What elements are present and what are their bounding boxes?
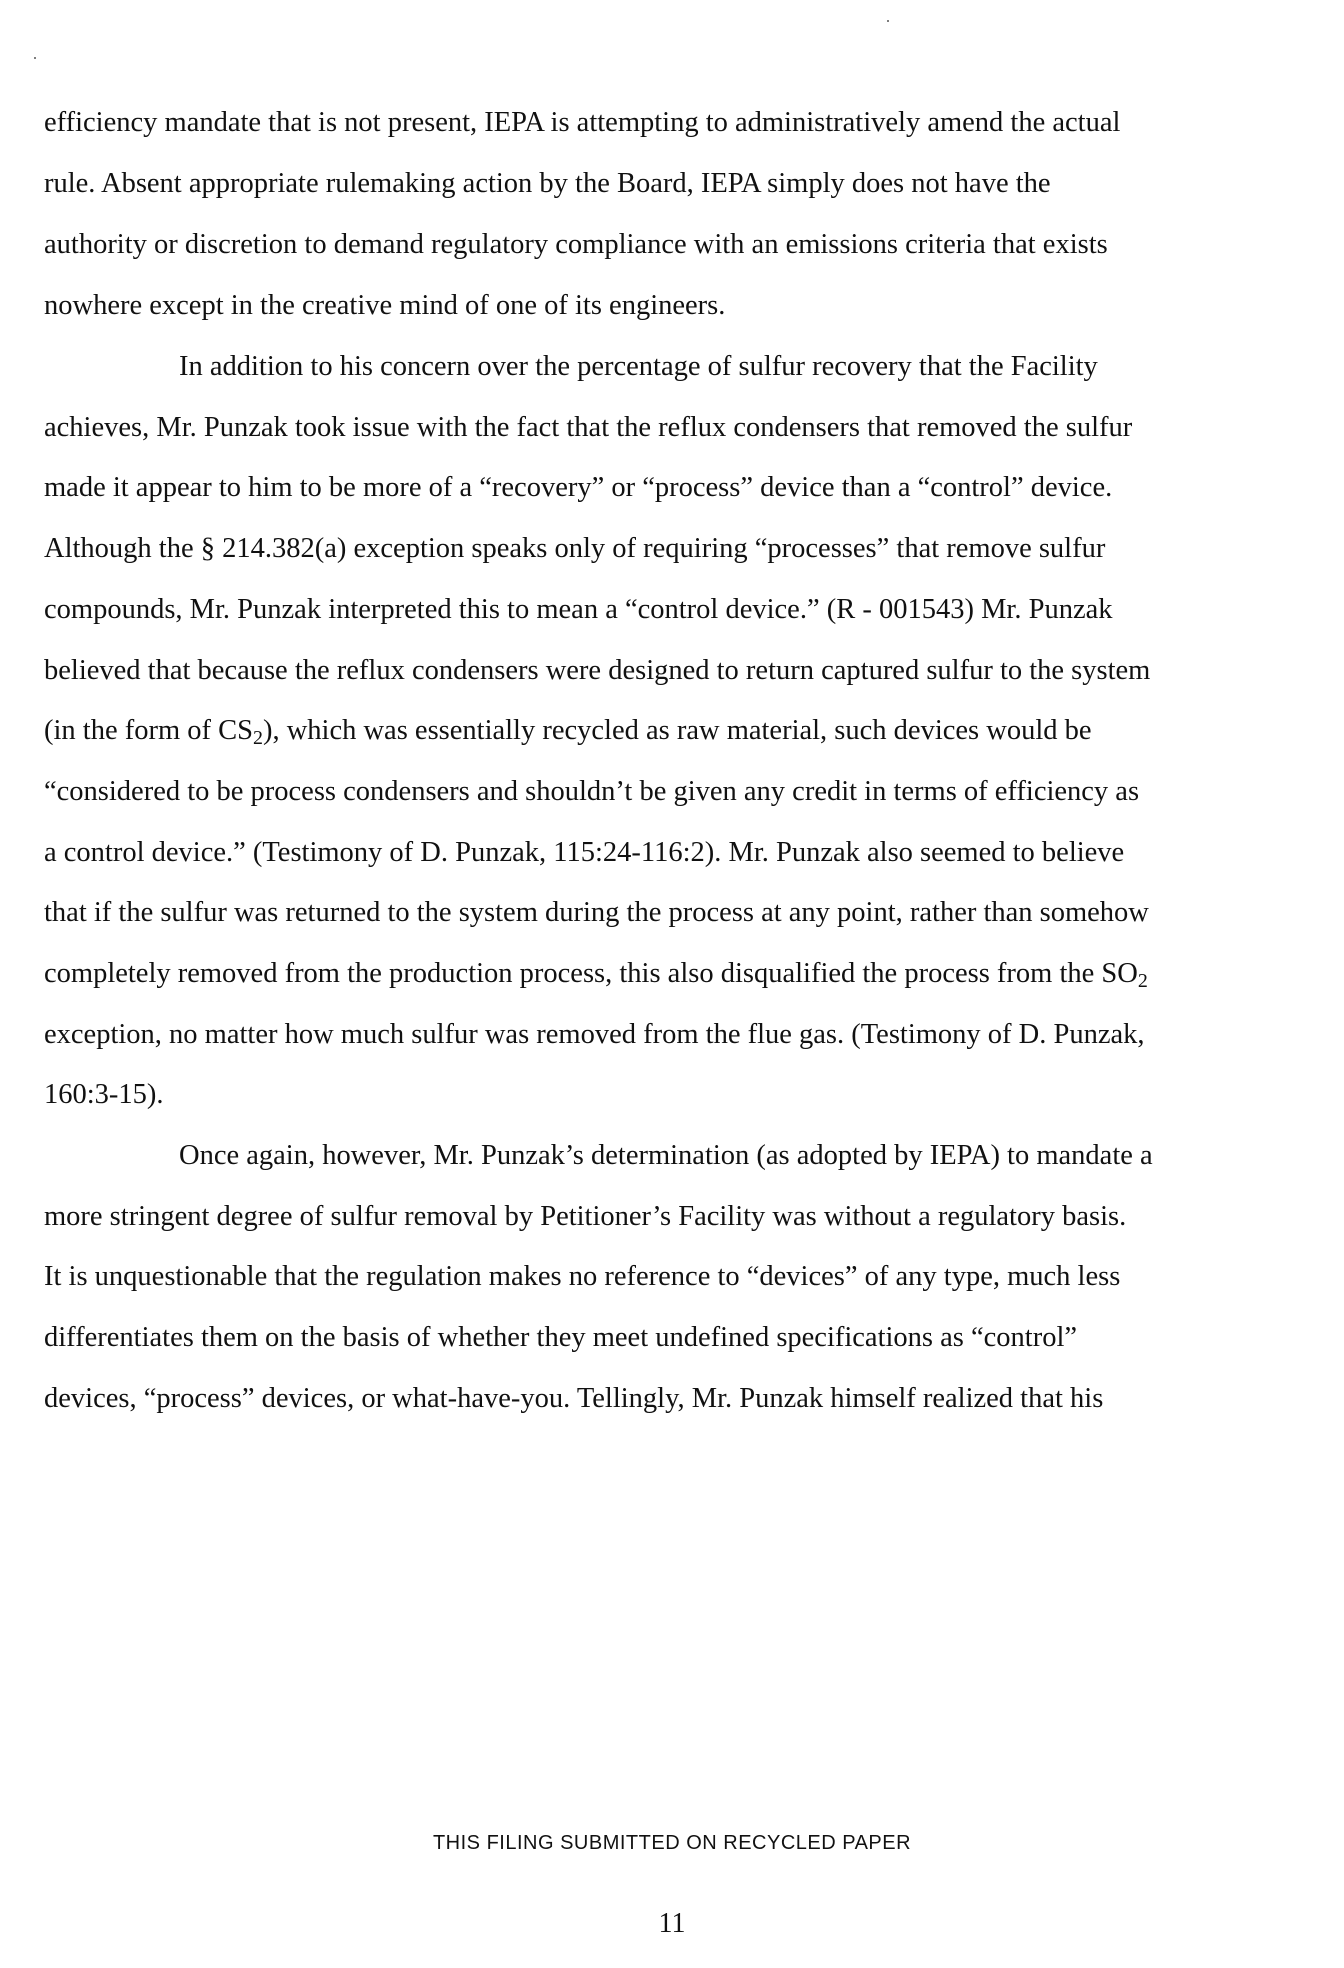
text-line: differentiates them on the basis of whether they meet undefined specifications as “control” [44, 1322, 1078, 1353]
text-line: that if the sulfur was returned to the system during the process at any point, rather than somehow [44, 897, 1149, 928]
text-line: efficiency mandate that is not present, IEPA is attempting to administratively amend the actual [44, 107, 1121, 138]
text-line: achieves, Mr. Punzak took issue with the fact that the reflux condensers that removed the sulfur [44, 412, 1133, 443]
page-number: 11 [658, 1908, 686, 1939]
text-line: nowhere except in the creative mind of one of its engineers. [44, 290, 726, 321]
recycled-paper-notice: THIS FILING SUBMITTED ON RECYCLED PAPER [432, 1832, 912, 1854]
text-line: Although the § 214.382(a) exception speaks only of requiring “processes” that remove sulfur [44, 533, 1106, 564]
text-line-with-subscript [44, 714, 1304, 748]
text-line: exception, no matter how much sulfur was removed from the flue gas. (Testimony of D. Punzak, [44, 1019, 1145, 1050]
scan-speck [34, 57, 36, 59]
text-line: authority or discretion to demand regulatory compliance with an emissions criteria that exists [44, 229, 1108, 260]
text-line: Once again, however, Mr. Punzak’s determination (as adopted by IEPA) to mandate a [179, 1140, 1153, 1171]
text-line: It is unquestionable that the regulation makes no reference to “devices” of any type, much less [44, 1261, 1121, 1292]
text-line: more stringent degree of sulfur removal by Petitioner’s Facility was without a regulatory basis. [44, 1201, 1127, 1232]
scan-speck [887, 20, 889, 22]
text-line-with-subscript [44, 957, 1304, 991]
text-line: made it appear to him to be more of a “recovery” or “process” device than a “control” device. [44, 472, 1113, 503]
line-text: (in the form of CS [44, 715, 253, 746]
text-line: 160:3-15). [44, 1079, 164, 1110]
text-line: rule. Absent appropriate rulemaking action by the Board, IEPA simply does not have the [44, 168, 1051, 199]
subscript: 2 [1137, 969, 1148, 992]
text-line: In addition to his concern over the percentage of sulfur recovery that the Facility [179, 351, 1098, 382]
subscript: 2 [252, 726, 263, 749]
text-line: compounds, Mr. Punzak interpreted this to mean a “control device.” (R - 001543) Mr. Punzak [44, 594, 1113, 625]
text-line: a control device.” (Testimony of D. Punzak, 115:24-116:2). Mr. Punzak also seemed to believe [44, 837, 1125, 868]
text-line: devices, “process” devices, or what-have-you. Tellingly, Mr. Punzak himself realized that his [44, 1383, 1104, 1414]
text-line: believed that because the reflux condensers were designed to return captured sulfur to the system [44, 655, 1151, 686]
text-line: “considered to be process condensers and shouldn’t be given any credit in terms of efficiency as [44, 776, 1140, 807]
line-text: completely removed from the production process, this also disqualified the process from the SO [44, 958, 1138, 989]
line-text: ), which was essentially recycled as raw material, such devices would be [262, 715, 1092, 746]
